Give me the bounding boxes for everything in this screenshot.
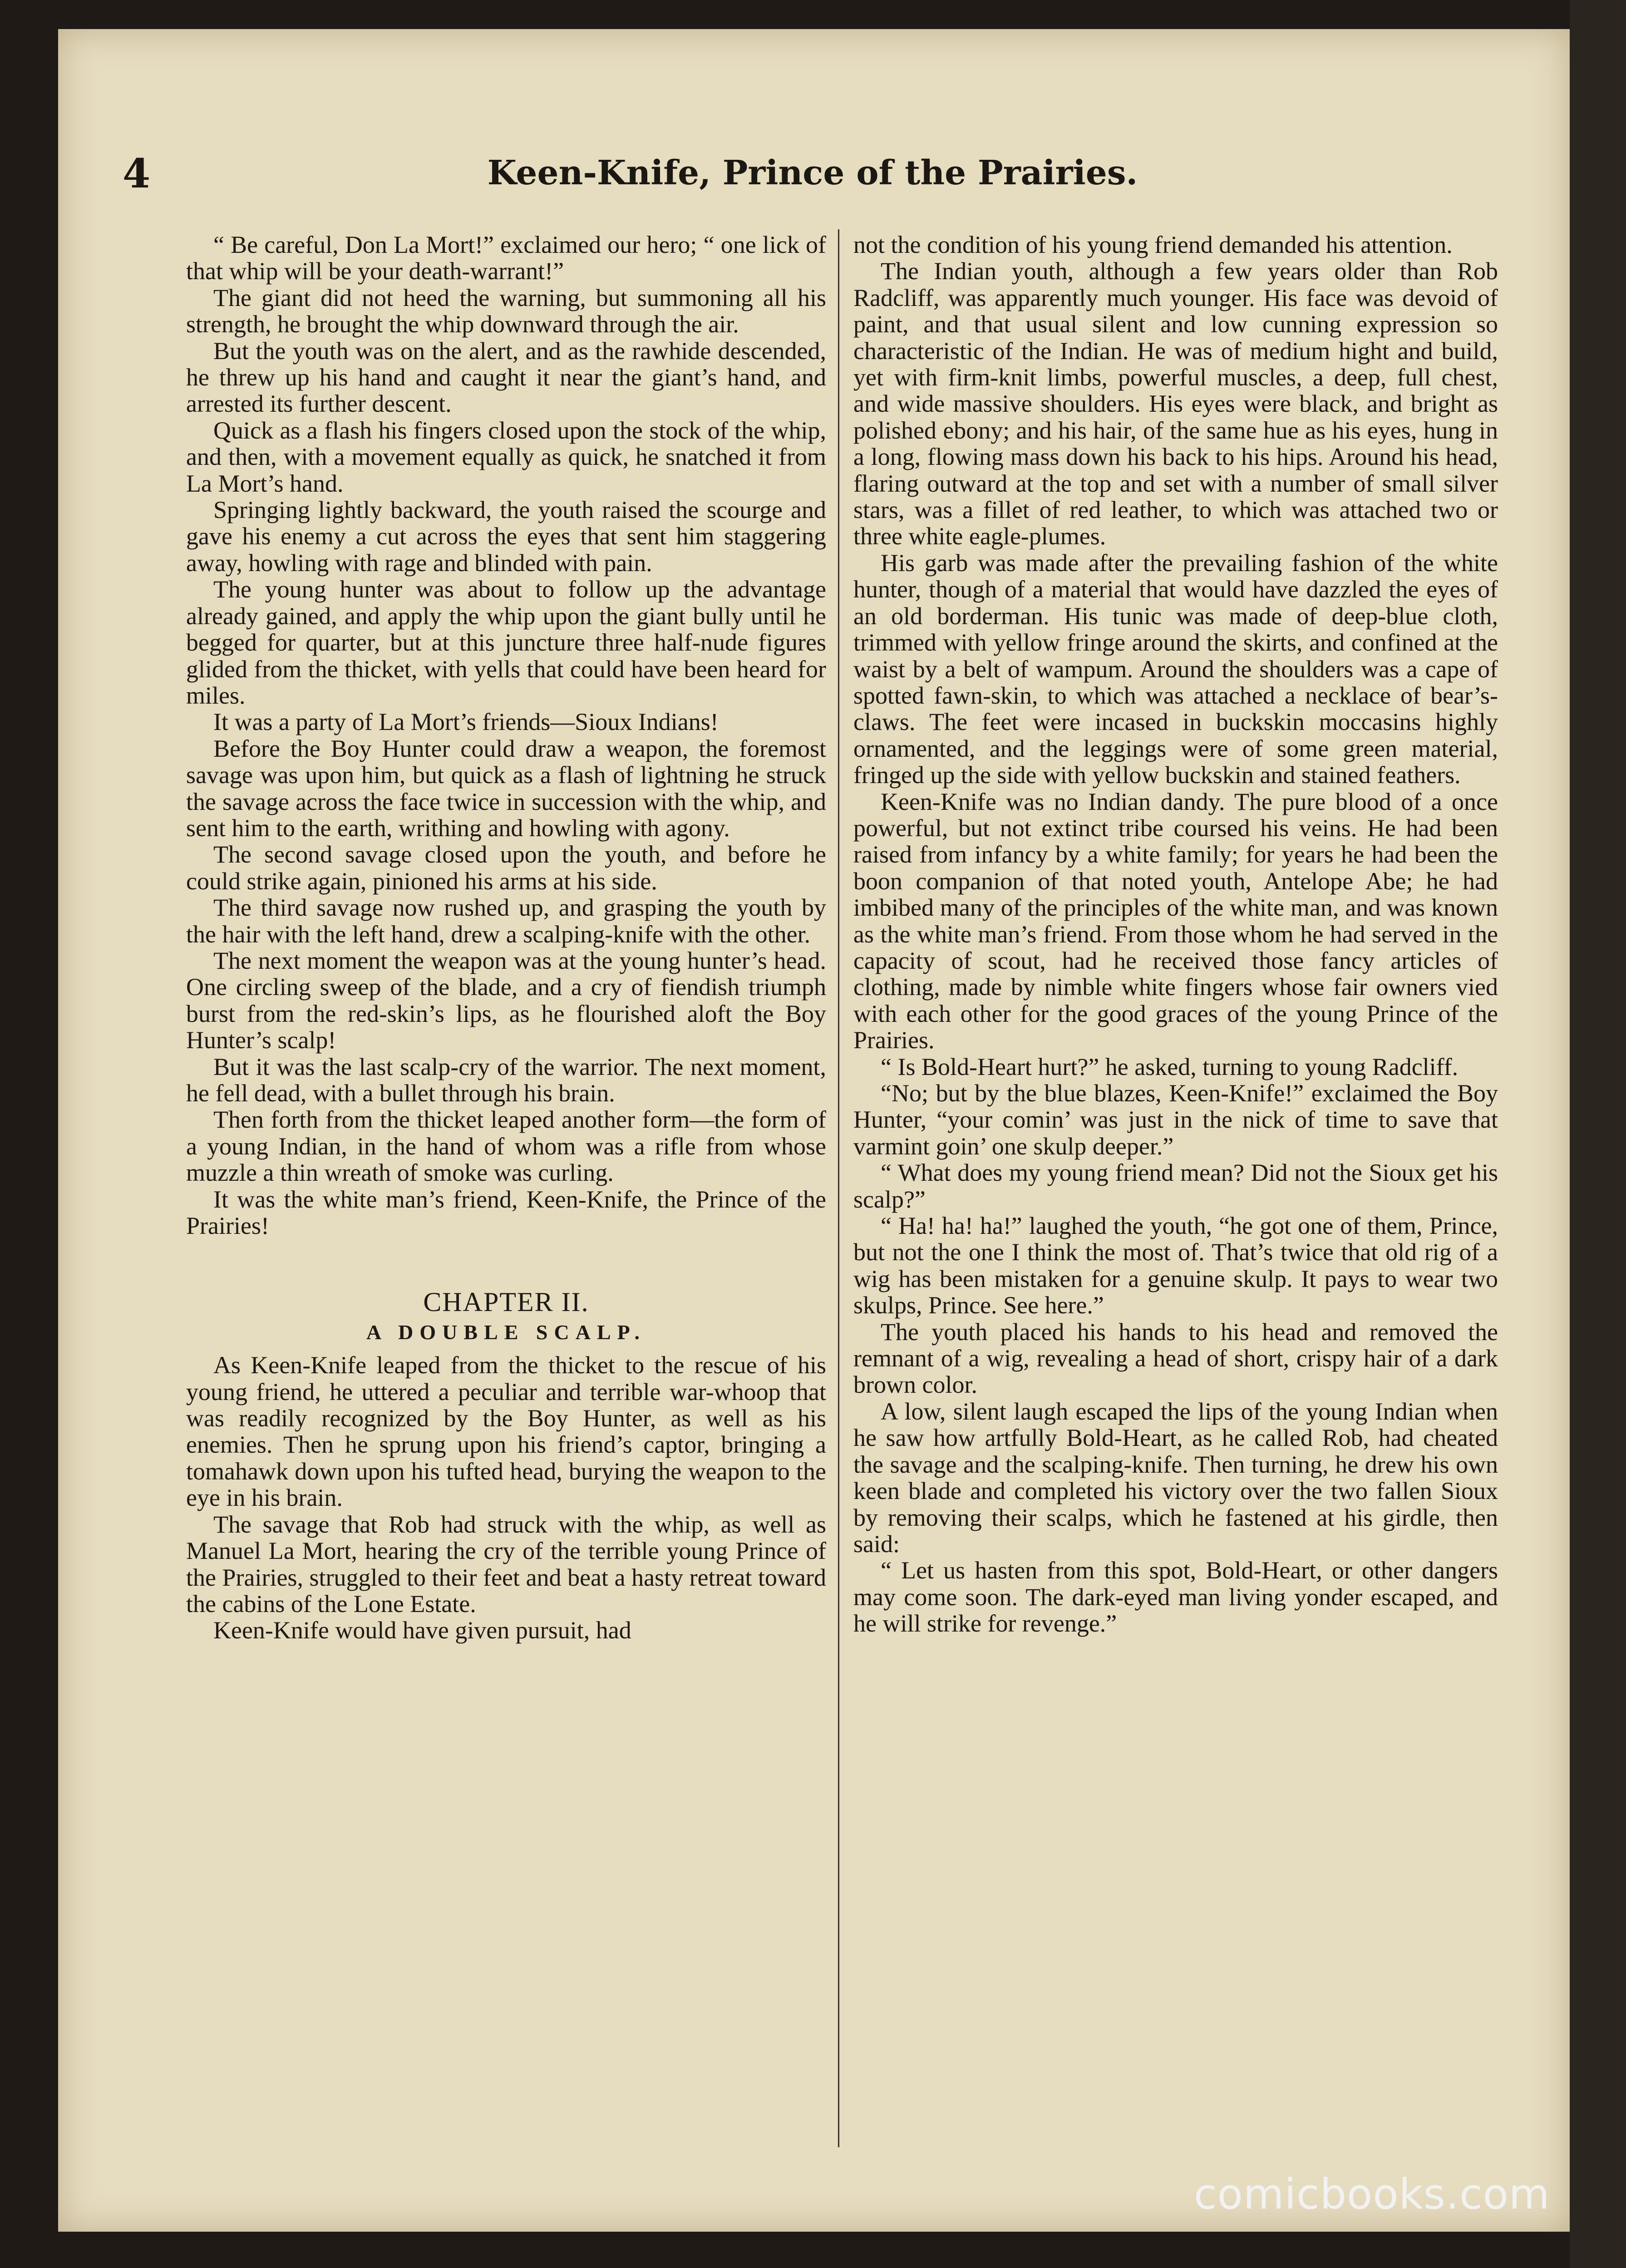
paragraph: The savage that Rob had struck with the whip, as well as Manuel La Mort, hearing the cry of the terrible young Prince of the Prairies, struggled to their feet and beat a hasty retreat toward the cabins of the Lone Estate. [186, 1510, 826, 1617]
paragraph: Quick as a flash his fingers closed upon the stock of the whip, and then, with a movement equally as quick, he snatched it from La Mort’s hand. [186, 416, 826, 497]
paragraph-continued: not the condition of his young friend demanded his attention. [853, 231, 1453, 258]
paragraph: But it was the last scalp-cry of the warrior. The next moment, he fell dead, with a bullet through his brain. [186, 1053, 826, 1107]
paragraph: “No; but by the blue blazes, Keen-Knife!” exclaimed the Boy Hunter, “your comin’ was just in the nick of time to save that varmint goin’ one skulp deeper.” [853, 1080, 1498, 1160]
column-divider [838, 229, 839, 2147]
running-title: Keen-Knife, Prince of the Prairies. [487, 153, 1138, 192]
paragraph: “ Ha! ha! ha!” laughed the youth, “he got one of them, Prince, but not the one I think the most of. That’s twice that old rig of a wig has been mistaken for a genuine skulp. It pays to wear two skulps, Prince. See here.” [853, 1212, 1498, 1319]
paragraph: The youth placed his hands to his head and removed the remnant of a wig, revealing a head of short, crispy hair of a dark brown color. [853, 1318, 1498, 1399]
paragraph: Keen-Knife would have given pursuit, had [213, 1617, 631, 1644]
paragraph: The Indian youth, although a few years older than Rob Radcliff, was apparently much younger. His face was devoid of paint, and that usual silent and low cunning expression so characteristic of the Indian. He was of medium hight and build, yet with firm-knit limbs, powerful muscles, a deep, full chest, and wide massive shoulders. His eyes were black, and bright as polished ebony; and his hair, of the same hue as his eyes, hung in a long, flowing mass down his back to his hips. Around his head, flaring outward at the top and set with a number of small silver stars, was a fillet of red leather, to which was attached two or three white eagle-plumes. [853, 257, 1498, 550]
paragraph: “ Be careful, Don La Mort!” exclaimed our hero; “ one lick of that whip will be your death-warrant!” [186, 231, 826, 285]
left-column [186, 232, 826, 1644]
paragraph: “ Is Bold-Heart hurt?” he asked, turning to young Radcliff. [881, 1053, 1458, 1080]
page-header [123, 150, 1503, 204]
paragraph: The young hunter was about to follow up the advantage already gained, and apply the whip upon the giant bully until he begged for quarter, but at this juncture three half-nude figures glided from the thicket, with yells that could have been heard for miles. [186, 576, 826, 709]
paragraph: Springing lightly backward, the youth raised the scourge and gave his enemy a cut across the eyes that sent him staggering away, howling with rage and blinded with pain. [186, 496, 826, 577]
paragraph: The second savage closed upon the youth, and before he could strike again, pinioned his arms at his side. [186, 841, 826, 895]
paragraph: Before the Boy Hunter could draw a weapon, the foremost savage was upon him, but quick as a flash of lightning he struck the savage across the face twice in succession with the whip, and sent him to the earth, writhing and howling with agony. [186, 735, 826, 842]
paragraph: Then forth from the thicket leaped another form—the form of a young Indian, in the hand of whom was a rifle from whose muzzle a thin wreath of smoke was curling. [186, 1106, 826, 1187]
book-binding-edge [1570, 0, 1626, 2268]
paragraph: “ Let us hasten from this spot, Bold-Heart, or other dangers may come soon. The dark-eyed man living yonder escaped, and he will strike for revenge.” [853, 1557, 1498, 1637]
paragraph: His garb was made after the prevailing fashion of the white hunter, though of a material that would have dazzled the eyes of an old borderman. His tunic was made of deep-blue cloth, trimmed with yellow fringe around the skirts, and confined at the waist by a belt of wampum. Around the shoulders was a cape of spotted fawn-skin, to which was attached a necklace of bear’s-claws. The feet were incased in buckskin moccasins highly ornamented, and the leggings were of some green material, fringed up the side with yellow buckskin and stained feathers. [853, 549, 1498, 789]
page-number: 4 [123, 150, 151, 197]
paragraph: “ What does my young friend mean? Did not the Sioux get his scalp?” [853, 1159, 1498, 1213]
paragraph: But the youth was on the alert, and as the rawhide descended, he threw up his hand and caught it near the giant’s hand, and arrested its further descent. [186, 337, 826, 418]
paragraph: It was a party of La Mort’s friends—Sioux Indians! [213, 708, 719, 736]
watermark-text: comicbooks.com [1194, 2170, 1550, 2219]
paragraph: Keen-Knife was no Indian dandy. The pure blood of a once powerful, but not extinct tribe coursed his veins. He had been raised from infancy by a white family; for years he had been the boon companion of that noted youth, Antelope Abe; he had imbibed many of the principles of the white man, and was known as the white man’s friend. From those whom he had served in the capacity of scout, had he received those fancy articles of clothing, made by nimble white fingers whose fair owners vied with each other for the good graces of the young Prince of the Prairies. [853, 788, 1498, 1054]
paragraph: It was the white man’s friend, Keen-Knife, the Prince of the Prairies! [186, 1185, 826, 1240]
paragraph: The giant did not heed the warning, but summoning all his strength, he brought the whip downward through the air. [186, 284, 826, 338]
paragraph: A low, silent laugh escaped the lips of the young Indian when he saw how artfully Bold-Heart, as he called Rob, had cheated the savage and the scalping-knife. Then turning, he drew his own keen blade and completed his victory over the two fallen Sioux by removing their scalps, which he fastened at his girdle, then said: [853, 1397, 1498, 1558]
paragraph: The third savage now rushed up, and grasping the youth by the hair with the left hand, drew a scalping-knife with the other. [186, 894, 826, 948]
chapter-subtitle: A DOUBLE SCALP. [366, 1320, 646, 1344]
paragraph: The next moment the weapon was at the young hunter’s head. One circling sweep of the blade, and a cry of fiendish triumph burst from the red-skin’s lips, as he flourished aloft the Boy Hunter’s scalp! [186, 947, 826, 1054]
chapter-heading: CHAPTER II. [423, 1287, 589, 1317]
right-column [853, 232, 1498, 1637]
paragraph: As Keen-Knife leaped from the thicket to the rescue of his young friend, he uttered a peculiar and terrible war-whoop that was readily recognized by the Boy Hunter, as well as his enemies. Then he sprung upon his friend’s captor, bringing a tomahawk down upon his tufted head, burying the weapon to the eye in his brain. [186, 1351, 826, 1512]
